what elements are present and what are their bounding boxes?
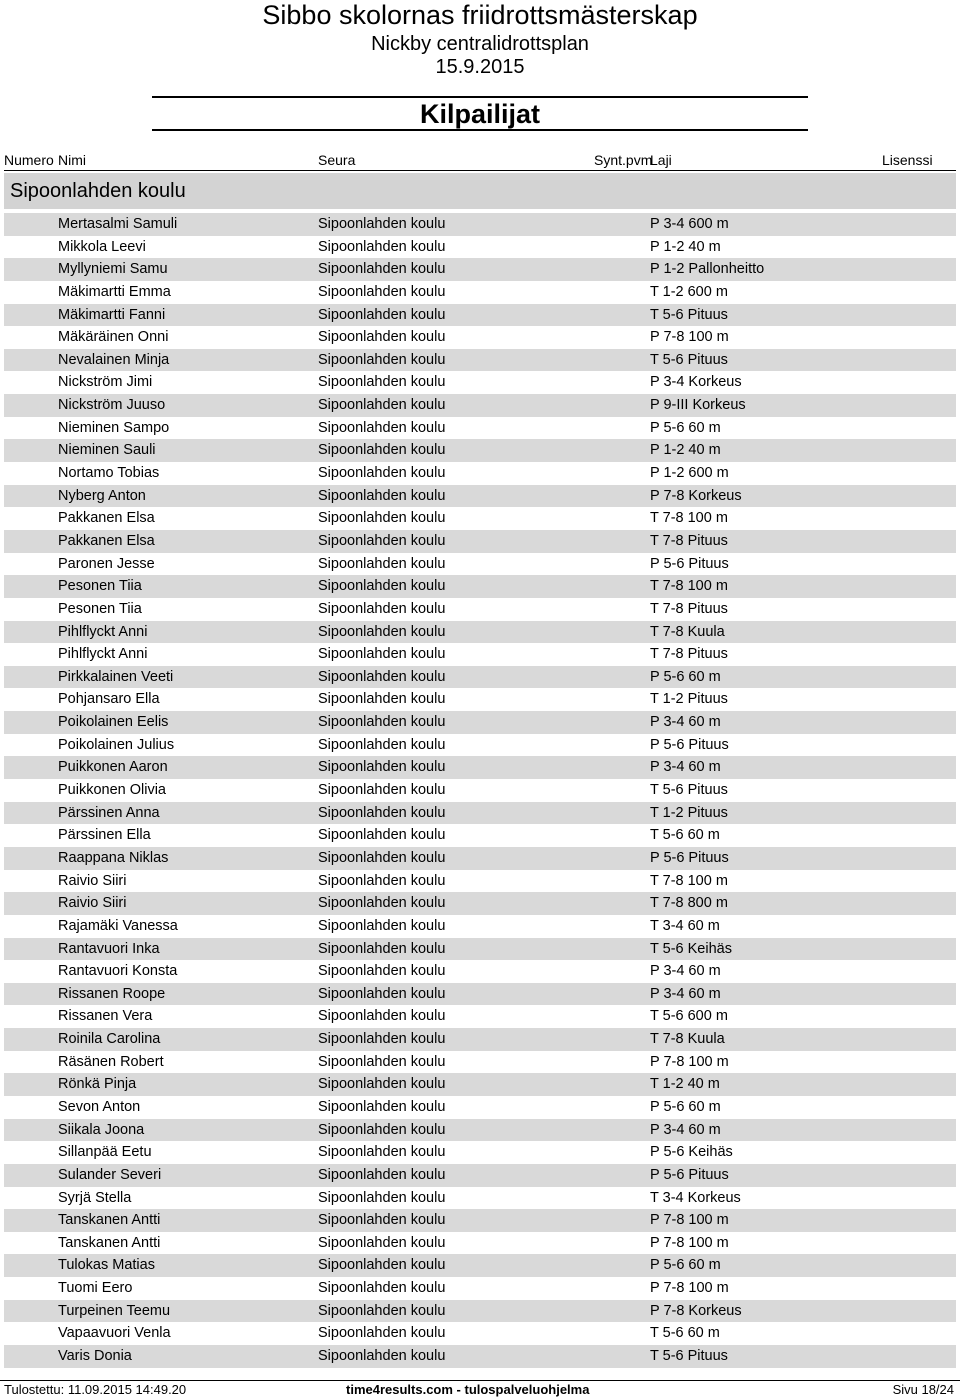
participant-event: P 5-6 Keihäs bbox=[650, 1144, 733, 1161]
table-row bbox=[4, 756, 956, 779]
participant-name: Raivio Siiri bbox=[58, 895, 127, 912]
participant-name: Rissanen Vera bbox=[58, 1008, 153, 1025]
participant-club: Sipoonlahden koulu bbox=[318, 555, 446, 572]
participant-club: Sipoonlahden koulu bbox=[318, 963, 446, 980]
participant-event: T 1-2 Pituus bbox=[650, 691, 728, 708]
table-row bbox=[4, 598, 956, 621]
col-nimi: Nimi bbox=[58, 152, 86, 168]
software-credit: time4results.com - tulospalveluohjelma bbox=[346, 1382, 590, 1397]
table-row bbox=[4, 1119, 956, 1142]
participant-event: P 5-6 Pituus bbox=[650, 555, 729, 572]
participant-name: Myllyniemi Samu bbox=[58, 261, 168, 278]
participant-event: T 7-8 Pituus bbox=[650, 646, 728, 663]
table-row bbox=[4, 281, 956, 304]
table-row bbox=[4, 666, 956, 689]
participant-club: Sipoonlahden koulu bbox=[318, 1166, 446, 1183]
participant-name: Tanskanen Antti bbox=[58, 1212, 161, 1229]
participant-club: Sipoonlahden koulu bbox=[318, 940, 446, 957]
participant-name: Tuomi Eero bbox=[58, 1280, 133, 1297]
table-row bbox=[4, 462, 956, 485]
participant-club: Sipoonlahden koulu bbox=[318, 306, 446, 323]
table-row bbox=[4, 1073, 956, 1096]
table-row bbox=[4, 847, 956, 870]
table-row bbox=[4, 779, 956, 802]
participant-event: P 1-2 40 m bbox=[650, 442, 721, 459]
column-headers bbox=[0, 150, 960, 170]
table-row bbox=[4, 1232, 956, 1255]
participant-club: Sipoonlahden koulu bbox=[318, 668, 446, 685]
participant-event: P 1-2 40 m bbox=[650, 238, 721, 255]
participant-club: Sipoonlahden koulu bbox=[318, 985, 446, 1002]
participant-name: Pakkanen Elsa bbox=[58, 510, 155, 527]
table-row bbox=[4, 553, 956, 576]
table-row bbox=[4, 983, 956, 1006]
participant-name: Raappana Niklas bbox=[58, 849, 169, 866]
page-number: Sivu 18/24 bbox=[892, 1382, 954, 1397]
participant-club: Sipoonlahden koulu bbox=[318, 329, 446, 346]
participant-event: T 7-8 Kuula bbox=[650, 623, 725, 640]
participant-club: Sipoonlahden koulu bbox=[318, 1008, 446, 1025]
table-row bbox=[4, 394, 956, 417]
participant-event: T 5-6 Pituus bbox=[650, 306, 728, 323]
participant-club: Sipoonlahden koulu bbox=[318, 442, 446, 459]
participant-name: Pohjansaro Ella bbox=[58, 691, 160, 708]
participant-event: P 1-2 600 m bbox=[650, 465, 729, 482]
participant-name: Pakkanen Elsa bbox=[58, 532, 155, 549]
participant-club: Sipoonlahden koulu bbox=[318, 216, 446, 232]
printed-timestamp: Tulostettu: 11.09.2015 14:49.20 bbox=[4, 1382, 187, 1397]
participant-name: Nickström Juuso bbox=[58, 397, 166, 414]
col-seura: Seura bbox=[318, 152, 356, 168]
table-row bbox=[4, 938, 956, 961]
page-title: Sibbo skolornas friidrottsmästerskap bbox=[262, 0, 698, 30]
participant-name: Pesonen Tiia bbox=[58, 600, 142, 617]
participant-event: T 7-8 Kuula bbox=[650, 1031, 725, 1048]
participant-event: P 5-6 60 m bbox=[650, 668, 721, 685]
participant-club: Sipoonlahden koulu bbox=[318, 1348, 446, 1365]
participant-club: Sipoonlahden koulu bbox=[318, 917, 446, 934]
participant-event: T 5-6 600 m bbox=[650, 1008, 728, 1025]
table-row bbox=[4, 892, 956, 915]
table-row bbox=[4, 417, 956, 440]
table-row bbox=[4, 1254, 956, 1277]
table-row bbox=[4, 711, 956, 734]
participant-name: Varis Donia bbox=[58, 1348, 132, 1365]
participant-event: T 5-6 Pituus bbox=[650, 1348, 728, 1365]
participant-club: Sipoonlahden koulu bbox=[318, 872, 446, 889]
participant-club: Sipoonlahden koulu bbox=[318, 487, 446, 504]
participant-name: Mäkimartti Fanni bbox=[58, 306, 166, 323]
participant-name: Rantavuori Konsta bbox=[58, 963, 178, 980]
participant-name: Syrjä Stella bbox=[58, 1189, 132, 1206]
participant-event: P 7-8 100 m bbox=[650, 1280, 729, 1297]
participant-club: Sipoonlahden koulu bbox=[318, 351, 446, 368]
participant-event: T 7-8 Pituus bbox=[650, 600, 728, 617]
participant-event: T 7-8 100 m bbox=[650, 872, 728, 889]
table-row bbox=[4, 1322, 956, 1345]
participant-event: P 3-4 60 m bbox=[650, 963, 721, 980]
participant-name: Rantavuori Inka bbox=[58, 940, 160, 957]
table-row bbox=[4, 734, 956, 757]
participant-event: P 7-8 Korkeus bbox=[650, 1302, 742, 1319]
participant-name: Vapaavuori Venla bbox=[58, 1325, 171, 1342]
participant-club: Sipoonlahden koulu bbox=[318, 1302, 446, 1319]
participant-event: P 9-III Korkeus bbox=[650, 397, 746, 414]
participant-club: Sipoonlahden koulu bbox=[318, 1325, 446, 1342]
participant-name: Sevon Anton bbox=[58, 1098, 141, 1115]
participant-club: Sipoonlahden koulu bbox=[318, 465, 446, 482]
participant-name: Siikala Joona bbox=[58, 1121, 145, 1138]
participant-club: Sipoonlahden koulu bbox=[318, 895, 446, 912]
participant-name: Rönkä Pinja bbox=[58, 1076, 137, 1093]
participant-club: Sipoonlahden koulu bbox=[318, 759, 446, 776]
participant-club: Sipoonlahden koulu bbox=[318, 623, 446, 640]
participant-name: Puikkonen Olivia bbox=[58, 782, 166, 799]
participant-name: Pihlflyckt Anni bbox=[58, 623, 148, 640]
table-row bbox=[4, 1277, 956, 1300]
participant-name: Nieminen Sauli bbox=[58, 442, 156, 459]
participant-club: Sipoonlahden koulu bbox=[318, 261, 446, 278]
participant-name: Poikolainen Julius bbox=[58, 736, 175, 753]
participant-club: Sipoonlahden koulu bbox=[318, 578, 446, 595]
table-row bbox=[4, 1028, 956, 1051]
participant-name: Pärssinen Ella bbox=[58, 827, 151, 844]
participant-name: Pesonen Tiia bbox=[58, 578, 142, 595]
participant-name: Poikolainen Eelis bbox=[58, 714, 169, 731]
participant-event: P 1-2 Pallonheitto bbox=[650, 261, 765, 278]
table-row bbox=[4, 485, 956, 508]
table-row bbox=[4, 802, 956, 825]
participant-club: Sipoonlahden koulu bbox=[318, 397, 446, 414]
participant-club: Sipoonlahden koulu bbox=[318, 714, 446, 731]
table-row bbox=[4, 1005, 956, 1028]
table-row bbox=[4, 326, 956, 349]
participant-club: Sipoonlahden koulu bbox=[318, 736, 446, 753]
table-row bbox=[4, 1051, 956, 1074]
divider bbox=[4, 170, 956, 171]
table-row bbox=[4, 575, 956, 598]
participant-event: P 3-4 60 m bbox=[650, 759, 721, 776]
participant-name: Tulokas Matias bbox=[58, 1257, 155, 1274]
participant-event: T 7-8 100 m bbox=[650, 578, 728, 595]
table-row bbox=[4, 371, 956, 394]
table-row bbox=[4, 870, 956, 893]
participant-club: Sipoonlahden koulu bbox=[318, 1076, 446, 1093]
venue: Nickby centralidrottsplan bbox=[371, 33, 589, 55]
participant-club: Sipoonlahden koulu bbox=[318, 1031, 446, 1048]
participant-club: Sipoonlahden koulu bbox=[318, 238, 446, 255]
participant-club: Sipoonlahden koulu bbox=[318, 283, 446, 300]
table-row bbox=[4, 621, 956, 644]
table-row bbox=[4, 349, 956, 372]
participant-event: P 3-4 60 m bbox=[650, 1121, 721, 1138]
school-group-header bbox=[4, 173, 956, 209]
col-numero: Numero bbox=[4, 152, 54, 168]
participant-event: T 5-6 60 m bbox=[650, 827, 720, 844]
table-row bbox=[4, 915, 956, 938]
participant-club: Sipoonlahden koulu bbox=[318, 849, 446, 866]
participant-event: T 5-6 Pituus bbox=[650, 351, 728, 368]
col-lisenssi: Lisenssi bbox=[882, 152, 933, 168]
table-row bbox=[4, 1141, 956, 1164]
participant-event: P 3-4 Korkeus bbox=[650, 374, 742, 391]
participant-name: Räsänen Robert bbox=[58, 1053, 164, 1070]
participant-club: Sipoonlahden koulu bbox=[318, 419, 446, 436]
table-row bbox=[4, 960, 956, 983]
participant-event: T 5-6 Pituus bbox=[650, 782, 728, 799]
col-synt: Synt.pvm bbox=[594, 152, 653, 168]
participant-club: Sipoonlahden koulu bbox=[318, 782, 446, 799]
participant-event: P 7-8 100 m bbox=[650, 1053, 729, 1070]
table-row bbox=[4, 213, 956, 236]
participant-club: Sipoonlahden koulu bbox=[318, 600, 446, 617]
participant-name: Sulander Severi bbox=[58, 1166, 162, 1183]
table-row bbox=[4, 530, 956, 553]
participant-club: Sipoonlahden koulu bbox=[318, 1212, 446, 1229]
participant-name: Nevalainen Minja bbox=[58, 351, 170, 368]
participant-event: P 3-4 600 m bbox=[650, 216, 729, 232]
participant-name: Mäkimartti Emma bbox=[58, 283, 171, 300]
participant-event: P 5-6 60 m bbox=[650, 1098, 721, 1115]
participant-name: Mikkola Leevi bbox=[58, 238, 146, 255]
participant-name: Pihlflyckt Anni bbox=[58, 646, 148, 663]
participant-name: Mäkäräinen Onni bbox=[58, 329, 169, 346]
table-row bbox=[4, 1345, 956, 1368]
participant-club: Sipoonlahden koulu bbox=[318, 532, 446, 549]
participant-name: Pirkkalainen Veeti bbox=[58, 668, 174, 685]
participant-event: P 5-6 60 m bbox=[650, 1257, 721, 1274]
page-footer bbox=[0, 1380, 960, 1399]
participant-club: Sipoonlahden koulu bbox=[318, 1144, 446, 1161]
participant-club: Sipoonlahden koulu bbox=[318, 646, 446, 663]
participant-name: Rajamäki Vanessa bbox=[58, 917, 178, 934]
participant-event: T 5-6 60 m bbox=[650, 1325, 720, 1342]
table-row bbox=[4, 1300, 956, 1323]
participant-name: Nortamo Tobias bbox=[58, 465, 160, 482]
table-row bbox=[4, 236, 956, 259]
participant-event: P 7-8 100 m bbox=[650, 1212, 729, 1229]
participant-event: P 5-6 Pituus bbox=[650, 736, 729, 753]
participant-event: P 3-4 60 m bbox=[650, 714, 721, 731]
participant-name: Roinila Carolina bbox=[58, 1031, 161, 1048]
participant-name: Rissanen Roope bbox=[58, 985, 166, 1002]
participant-name: Tanskanen Antti bbox=[58, 1234, 161, 1251]
participant-club: Sipoonlahden koulu bbox=[318, 1098, 446, 1115]
table-row bbox=[4, 688, 956, 711]
participant-event: T 1-2 600 m bbox=[650, 283, 728, 300]
participant-event: P 5-6 Pituus bbox=[650, 849, 729, 866]
participant-event: T 7-8 800 m bbox=[650, 895, 728, 912]
table-row bbox=[4, 304, 956, 327]
participant-event: T 7-8 100 m bbox=[650, 510, 728, 527]
participant-event: P 5-6 Pituus bbox=[650, 1166, 729, 1183]
participant-name: Sillanpää Eetu bbox=[58, 1144, 152, 1161]
participant-club: Sipoonlahden koulu bbox=[318, 1234, 446, 1251]
participant-club: Sipoonlahden koulu bbox=[318, 804, 446, 821]
event-date: 15.9.2015 bbox=[435, 56, 525, 78]
participant-name: Paronen Jesse bbox=[58, 555, 155, 572]
participant-club: Sipoonlahden koulu bbox=[318, 1053, 446, 1070]
table-row bbox=[4, 1096, 956, 1119]
participant-club: Sipoonlahden koulu bbox=[318, 691, 446, 708]
participant-event: T 1-2 Pituus bbox=[650, 804, 728, 821]
participant-event: T 3-4 Korkeus bbox=[650, 1189, 741, 1206]
table-row bbox=[4, 1209, 956, 1232]
participant-event: P 5-6 60 m bbox=[650, 419, 721, 436]
table-row bbox=[4, 439, 956, 462]
participant-name: Nickström Jimi bbox=[58, 374, 153, 391]
participant-event: T 1-2 40 m bbox=[650, 1076, 720, 1093]
participant-name: Mertasalmi Samuli bbox=[58, 216, 178, 232]
participant-name: Turpeinen Teemu bbox=[58, 1302, 171, 1319]
divider bbox=[152, 129, 808, 131]
participant-club: Sipoonlahden koulu bbox=[318, 1257, 446, 1274]
table-row bbox=[4, 1187, 956, 1210]
participant-event: T 3-4 60 m bbox=[650, 917, 720, 934]
participant-event: T 7-8 Pituus bbox=[650, 532, 728, 549]
participant-event: P 7-8 100 m bbox=[650, 1234, 729, 1251]
participant-name: Nyberg Anton bbox=[58, 487, 146, 504]
section-heading: Kilpailijat bbox=[419, 99, 541, 129]
participant-club: Sipoonlahden koulu bbox=[318, 510, 446, 527]
participant-event: P 3-4 60 m bbox=[650, 985, 721, 1002]
table-row bbox=[4, 1164, 956, 1187]
table-row bbox=[4, 258, 956, 281]
participant-club: Sipoonlahden koulu bbox=[318, 1189, 446, 1206]
table-row bbox=[4, 507, 956, 530]
col-laji: Laji bbox=[650, 152, 672, 168]
participant-name: Puikkonen Aaron bbox=[58, 759, 168, 776]
participant-club: Sipoonlahden koulu bbox=[318, 1280, 446, 1297]
participant-event: P 7-8 100 m bbox=[650, 329, 729, 346]
participant-event: P 7-8 Korkeus bbox=[650, 487, 742, 504]
participant-club: Sipoonlahden koulu bbox=[318, 1121, 446, 1138]
school-name: Sipoonlahden koulu bbox=[10, 180, 186, 202]
participant-list bbox=[4, 213, 956, 1368]
participant-event: T 5-6 Keihäs bbox=[650, 940, 732, 957]
participant-name: Raivio Siiri bbox=[58, 872, 127, 889]
participant-club: Sipoonlahden koulu bbox=[318, 827, 446, 844]
table-row bbox=[4, 824, 956, 847]
table-row bbox=[4, 643, 956, 666]
participant-club: Sipoonlahden koulu bbox=[318, 374, 446, 391]
participant-name: Pärssinen Anna bbox=[58, 804, 160, 821]
participant-name: Nieminen Sampo bbox=[58, 419, 170, 436]
